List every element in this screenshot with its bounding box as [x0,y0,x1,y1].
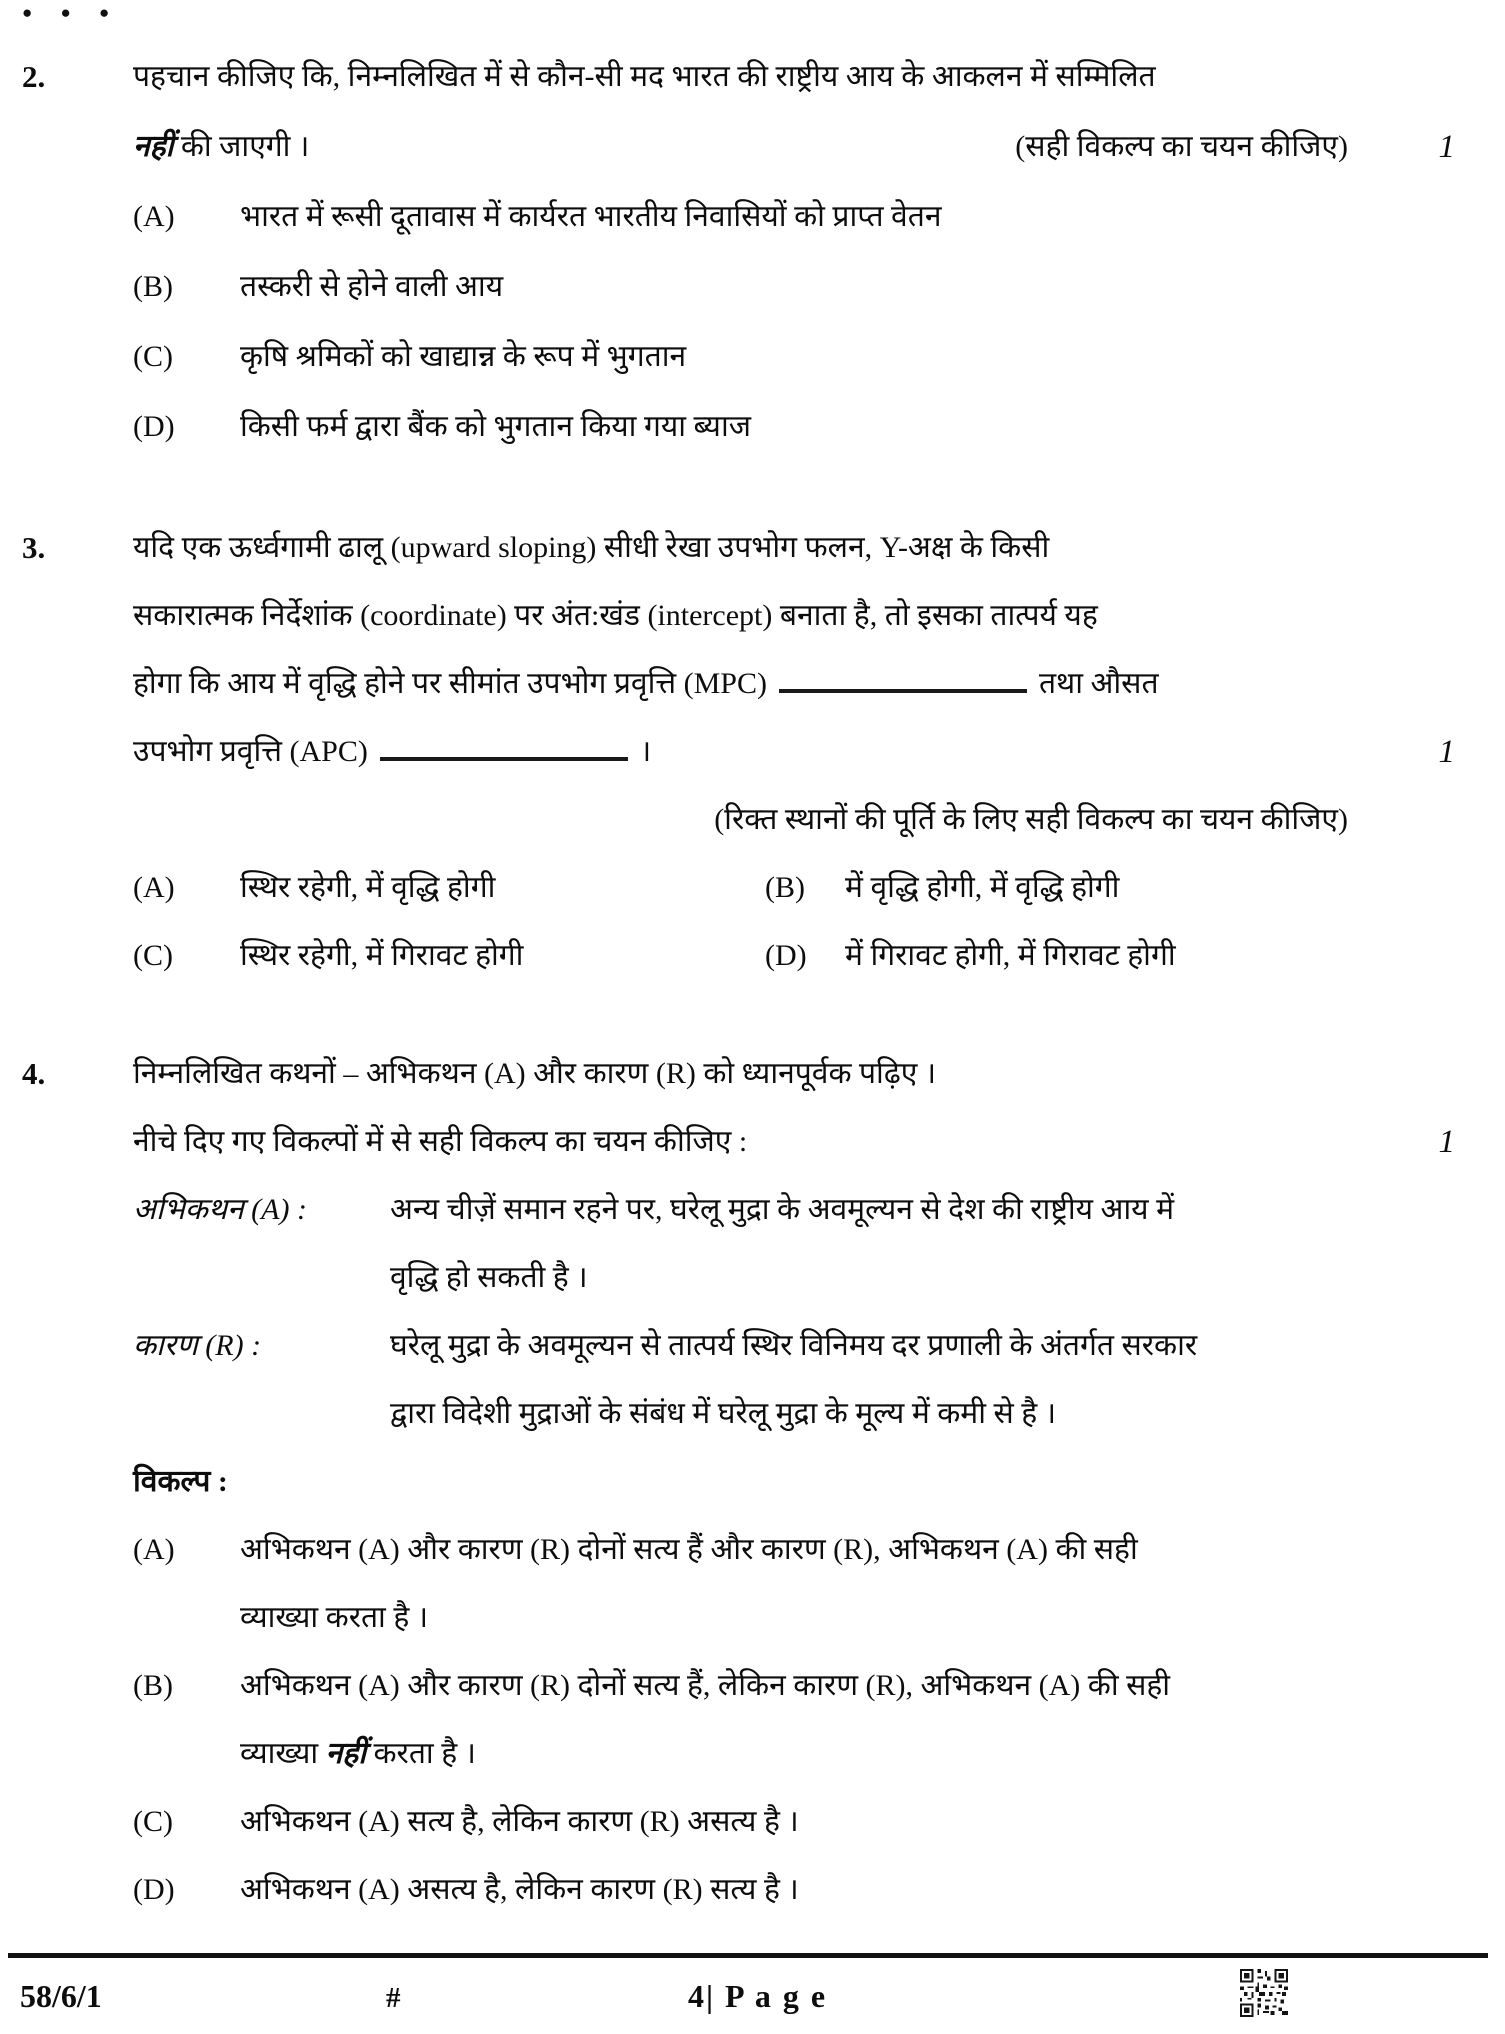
option-text: तस्करी से होने वाली आय [240,270,504,303]
question-3 [0,514,1505,990]
not-emphasis: नहीं [133,130,174,163]
question-2-option-a [133,182,1348,252]
three-dots-icon: ● ● ● [22,3,122,22]
option-text-line1: अभिकथन (A) और कारण (R) दोनों सत्य हैं, लेकिन कारण (R), अभिकथन (A) की सही [240,1669,1171,1702]
option-text: किसी फर्म द्वारा बैंक को भुगतान किया गया ब्याज [240,410,751,443]
statement-text: होगा कि आय में वृद्धि होने पर सीमांत उपभोग प्रवृत्ति (MPC) [133,667,767,700]
question-3-statement-line2: सकारात्मक निर्देशांक (coordinate) पर अंत:खंड (intercept) बनाता है, तो इसका तात्पर्य यह [133,599,1098,632]
question-3-number: 3. [22,530,46,565]
option-text: अभिकथन (A) असत्य है, लेकिन कारण (R) सत्य है । [240,1873,799,1906]
option-letter: (B) [765,871,805,904]
assertion-label: अभिकथन (A) : [133,1193,307,1226]
question-3-statement-line1: यदि एक ऊर्ध्वगामी ढालू (upward sloping) सीधी रेखा उपभोग फलन, Y-अक्ष के किसी [133,531,1050,564]
option-letter: (C) [133,1805,173,1838]
option-letter: (D) [765,939,807,972]
option-text-line1: अभिकथन (A) और कारण (R) दोनों सत्य हैं और कारण (R), अभिकथन (A) की सही [240,1533,1138,1566]
question-2-marks: 1 [1438,129,1455,165]
question-4-options-heading: विकल्प : [133,1465,228,1498]
statement-text: । [639,735,652,768]
reason-text-line1: घरेलू मुद्रा के अवमूल्यन से तात्पर्य स्थिर विनिमय दर प्रणाली के अंतर्गत सरकार [390,1329,1198,1362]
question-2-statement-line2-left [133,112,309,182]
question-2 [0,42,1505,462]
qr-code-icon [1240,1968,1288,2018]
option-text: में गिरावट होगी, में गिरावट होगी [845,939,1176,972]
option-letter: (C) [133,939,173,972]
assertion-row [133,1176,1348,1312]
option-text-line2 [240,1720,1348,1788]
option-letter: (B) [133,1669,173,1702]
option-text: स्थिर रहेगी, में वृद्धि होगी [240,871,496,904]
fill-in-blank-apc [380,747,628,761]
question-2-line2-rest: की जाएगी । [173,130,310,163]
reason-text-line2: द्वारा विदेशी मुद्राओं के संबंध में घरेलू मुद्रा के मूल्य में कमी से है । [390,1397,1057,1430]
question-4-statement-line1: निम्नलिखित कथनों – अभिकथन (A) और कारण (R) को ध्यानपूर्वक पढ़िए । [133,1057,937,1090]
option-text: व्याख्या [240,1737,326,1770]
not-emphasis: नहीं [325,1737,367,1770]
option-letter: (A) [133,1533,175,1566]
option-text: स्थिर रहेगी, में गिरावट होगी [240,939,524,972]
question-4-number: 4. [22,1056,46,1091]
question-4-marks: 1 [1438,1124,1455,1160]
question-3-statement-line4 [133,718,1348,786]
question-2-option-b [133,252,1348,322]
hash-mark: # [386,1982,401,2014]
question-2-number: 2. [22,59,46,94]
question-4-option-c [133,1788,1348,1856]
question-4 [0,1040,1505,1924]
question-3-hint: (रिक्त स्थानों की पूर्ति के लिए सही विकल्प का चयन कीजिए) [714,803,1348,836]
question-4-option-d [133,1856,1348,1924]
option-text: में वृद्धि होगी, में वृद्धि होगी [845,871,1120,904]
question-3-marks: 1 [1438,734,1455,770]
fill-in-blank-mpc [779,679,1027,693]
option-text: कृषि श्रमिकों को खाद्यान्न के रूप में भुगतान [240,340,687,373]
option-letter: (D) [133,1873,175,1906]
statement-text: उपभोग प्रवृत्ति (APC) [133,735,368,768]
page-number-label: 4| P a g e [688,1978,828,2014]
paper-code: 58/6/1 [20,1978,102,2014]
question-2-statement-line2 [133,112,1348,182]
question-2-option-c [133,322,1348,392]
assertion-text-line1: अन्य चीज़ें समान रहने पर, घरेलू मुद्रा के अवमूल्यन से देश की राष्ट्रीय आय में [390,1193,1175,1226]
option-text: भारत में रूसी दूतावास में कार्यरत भारतीय निवासियों को प्राप्त वेतन [240,200,942,233]
option-letter: (D) [133,410,175,443]
reason-row [133,1312,1348,1448]
question-3-options [133,854,1348,990]
reason-label: कारण (R) : [133,1329,262,1362]
question-2-statement-line1: पहचान कीजिए कि, निम्नलिखित में से कौन-सी मद भारत की राष्ट्रीय आय के आकलन में सम्मिलित [133,60,1156,93]
option-letter: (C) [133,340,173,373]
option-text: अभिकथन (A) सत्य है, लेकिन कारण (R) असत्य है । [240,1805,799,1838]
question-4-option-b [133,1652,1348,1788]
question-2-hint: (सही विकल्प का चयन कीजिए) [1015,130,1348,163]
option-letter: (A) [133,200,175,233]
assertion-text-line2: वृद्धि हो सकती है । [390,1261,588,1294]
option-letter: (B) [133,270,173,303]
option-letter: (A) [133,871,175,904]
question-4-statement-line2: नीचे दिए गए विकल्पों में से सही विकल्प का चयन कीजिए : [133,1125,748,1158]
footer-divider [8,1953,1488,1958]
option-text-line2: व्याख्या करता है । [240,1601,429,1634]
option-text: करता है । [366,1737,476,1770]
question-4-option-a [133,1516,1348,1652]
statement-text: तथा औसत [1038,667,1159,700]
question-3-statement-line3 [133,650,1348,718]
question-2-option-d [133,392,1348,462]
